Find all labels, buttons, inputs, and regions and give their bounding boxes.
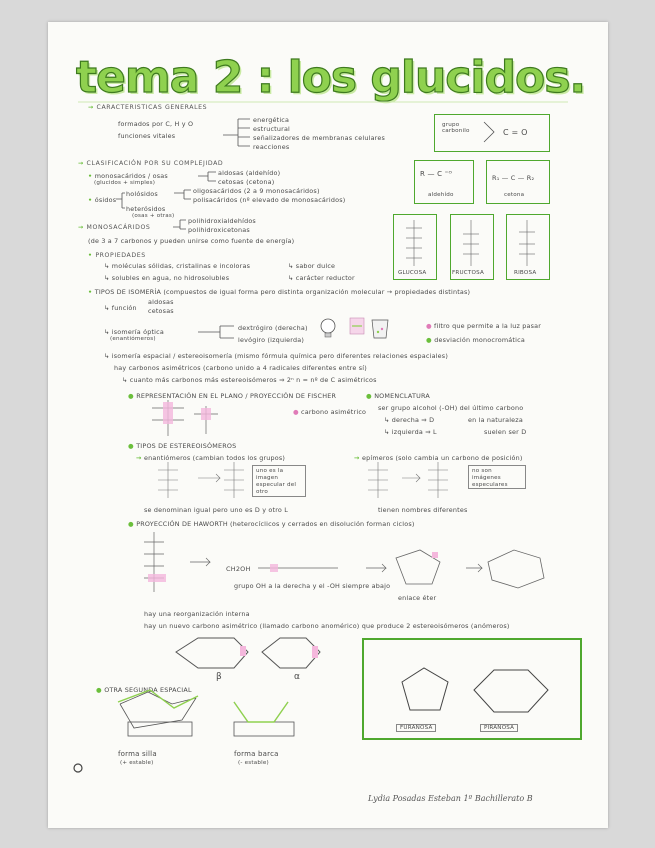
fructosa-label: FRUCTOSA [452, 270, 485, 276]
tipos-heading: ● TIPOS DE ESTEREOISÓMEROS [128, 442, 237, 450]
aldosas-item: aldosas (aldehído) [218, 169, 281, 177]
signature: Lydia Posadas Esteban 1º Bachillerato B [368, 794, 533, 803]
polarizer-icon [350, 318, 364, 334]
ribosa-label: RIBOSA [514, 270, 537, 276]
prop-item: ↳ moléculas sólidas, cristalinas e incoloras [104, 262, 251, 270]
asimetricos-text: hay carbonos asimétricos (carbono unido a 4 radicales diferentes entre sí) [114, 364, 367, 372]
haworth-chain [144, 532, 386, 592]
hetero-sub: (osas + otras) [132, 213, 175, 219]
beaker-icon [372, 320, 388, 338]
mono-brace [198, 172, 216, 181]
prop-item: ↳ carácter reductor [288, 274, 355, 282]
optica-brace [198, 326, 234, 338]
enant-box-text: uno es la imagen especular del otro [256, 468, 297, 495]
cetona-label: cetona [504, 192, 525, 198]
pyranose-ring-haworth [488, 550, 544, 588]
beta-label: β [216, 672, 222, 682]
alfa-hexagon [262, 638, 320, 668]
beta-hexagon [176, 638, 248, 668]
lightbulb-icon [321, 319, 335, 337]
osidos-brace [116, 193, 125, 208]
fischer-heading: ● REPRESENTACIÓN EN EL PLANO / PROYECCIÓN DE FISCHER [128, 392, 337, 400]
mono-sub: (glucidos + simples) [94, 180, 156, 186]
nuevo-text: hay un nuevo carbono asimétrico (llamado carbono anomérico) que produce 2 estereoisómeros (anómeros) [144, 622, 510, 630]
formula-text: ↳ cuanto más carbonos más estereoisómeros ⇒ 2ⁿ n = nº de C asimétricos [122, 376, 377, 384]
epim-box-text: no son imágenes especulares [472, 468, 508, 488]
furanosa-shape [402, 668, 448, 710]
nomenclatura-heading: ● NOMENCLATURA [366, 392, 430, 400]
aldehido-formula: R — C ⁼ᴼ [420, 170, 453, 178]
silla-diagram [118, 690, 198, 736]
aldehido-label: aldehído [428, 192, 454, 198]
anomeric-mark [432, 552, 438, 558]
heading-clasificacion: → CLASIFICACIÓN POR SU COMPLEJIDAD [78, 160, 224, 167]
heading-monosacaridos: → MONOSACÁRIDOS [78, 224, 151, 231]
enantiomeros-structures [158, 462, 244, 498]
drawings-layer [48, 22, 608, 828]
polihidroxialdehidos: polihidroxialdehídos [188, 217, 256, 225]
enlace-text: enlace éter [398, 594, 437, 602]
haworth-heading: ● PROYECCIÓN DE HAWORTH (heterocíclicos y cerrados en disolución forman ciclos) [128, 520, 415, 528]
desviacion-text: ● desviación monocromática [426, 336, 525, 344]
espacial-text: ↳ isomería espacial / estereoisomería (mismo fórmula química pero diferentes relaciones espaciales) [104, 352, 449, 360]
nom-line: en la naturaleza [468, 416, 523, 424]
cetona-formula: R₁ — C — R₂ [492, 174, 535, 182]
funcion-item: estructural [253, 125, 291, 133]
optica-label: ↳ isomería óptica [104, 328, 164, 336]
nom-line: ↳ derecha ⇒ D [384, 416, 435, 424]
alfa-label: α [294, 672, 301, 682]
ribosa-structure [519, 220, 535, 266]
funcion-item: reacciones [253, 143, 290, 151]
nom-line: suelen ser D [484, 428, 527, 436]
notes-page [48, 22, 608, 828]
furanosa-label: FURANOSA [396, 724, 436, 732]
grupo-note: grupo OH a la derecha y el -OH siempre abajo [234, 582, 391, 590]
haworth-ch2oh: CH2OH [226, 565, 251, 573]
page-title: tema 2 : los glucidos. [76, 52, 586, 103]
funcion-item: señalizadores de membranas celulares [253, 134, 386, 142]
enantiomeros-label: → enantiómeros (cambian todos los grupos) [136, 454, 286, 462]
piranosa-label: PIRANOSA [480, 724, 518, 732]
enant-foot: se denominan igual pero uno es D y otro L [144, 506, 289, 514]
glucosa-structure [406, 220, 422, 266]
alfa-anomeric-mark [312, 646, 318, 658]
funcion-aldosas: aldosas [148, 298, 174, 306]
piranosa-shape [474, 670, 548, 712]
fischer-projection [152, 400, 218, 436]
silla-sub: (+ estable) [120, 760, 154, 766]
holo-brace [174, 190, 191, 199]
haworth-arrow [466, 564, 482, 572]
oligo-item: oligosacáridos (2 a 9 monosacáridos) [193, 187, 320, 195]
cetosas-item: cetosas (cetona) [218, 178, 275, 186]
epim-foot: tienen nombres diferentes [378, 506, 468, 514]
mono-desc: (de 3 a 7 carbonos y pueden unirse como fuente de energía) [88, 237, 295, 245]
barca-diagram [234, 702, 294, 736]
silla-label: forma silla [118, 750, 157, 758]
mono-label: • monosacáridos / osas [88, 172, 168, 180]
epimeros-structures [368, 462, 448, 498]
funcion-label: ↳ función [104, 304, 137, 312]
carbono-text: ● carbono asimétrico [293, 408, 367, 416]
optica-sub: (enantiómeros) [110, 336, 156, 342]
isomeria-heading: • TIPOS DE ISOMERÍA (compuestos de igual forma pero distinta organización molecular → propiedades distintas) [88, 288, 471, 296]
reorg-text: hay una reorganización interna [144, 610, 250, 618]
beta-anomeric-mark [240, 646, 246, 656]
levogiro: levógiro (izquierda) [238, 336, 305, 344]
holosidos-label: holósidos [126, 190, 158, 198]
funciones-label: funciones vitales [118, 132, 176, 140]
heterosidos-label: heterósidos [126, 205, 166, 213]
formados-text: formados por C, H y O [118, 120, 194, 128]
glucosa-label: GLUCOSA [398, 270, 427, 276]
carbonilo-bracket [484, 122, 494, 142]
grupo-formula: C = O [503, 128, 528, 137]
prop-item: ↳ sabor dulce [288, 262, 336, 270]
grupo-label: grupo carbonilo [442, 122, 470, 134]
barca-sub: (- estable) [238, 760, 269, 766]
nom-line: ser grupo alcohol (-OH) del último carbono [378, 404, 524, 412]
poli-item: polisacáridos (nº elevado de monosacáridos) [193, 196, 346, 204]
propiedades-heading: • PROPIEDADES [88, 252, 146, 259]
monosac-brace [173, 220, 186, 229]
funcion-item: energética [253, 116, 290, 124]
punch-hole-icon [74, 764, 82, 772]
nom-line: ↳ izquierda ⇒ L [384, 428, 437, 436]
funcion-cetosas: cetosas [148, 307, 174, 315]
funciones-brace [223, 119, 250, 146]
otra-heading: ● OTRA SEGUNDA ESPACIAL [96, 686, 192, 694]
polihidroxicetonas: polihidroxicetonas [188, 226, 250, 234]
dextrogiro: dextrógiro (derecha) [238, 324, 308, 332]
heading-caracteristicas: → CARACTERISTICAS GENERALES [88, 104, 208, 111]
epimeros-label: → epímeros (solo cambia un carbono de posición) [354, 454, 523, 462]
prop-item: ↳ solubles en agua, no hidrosolubles [104, 274, 230, 282]
polarizada-text: ● filtro que permite a la luz pasar [426, 322, 542, 330]
osidos-label: • ósidos [88, 196, 117, 204]
barca-label: forma barca [234, 750, 279, 758]
fructosa-structure [463, 220, 479, 266]
